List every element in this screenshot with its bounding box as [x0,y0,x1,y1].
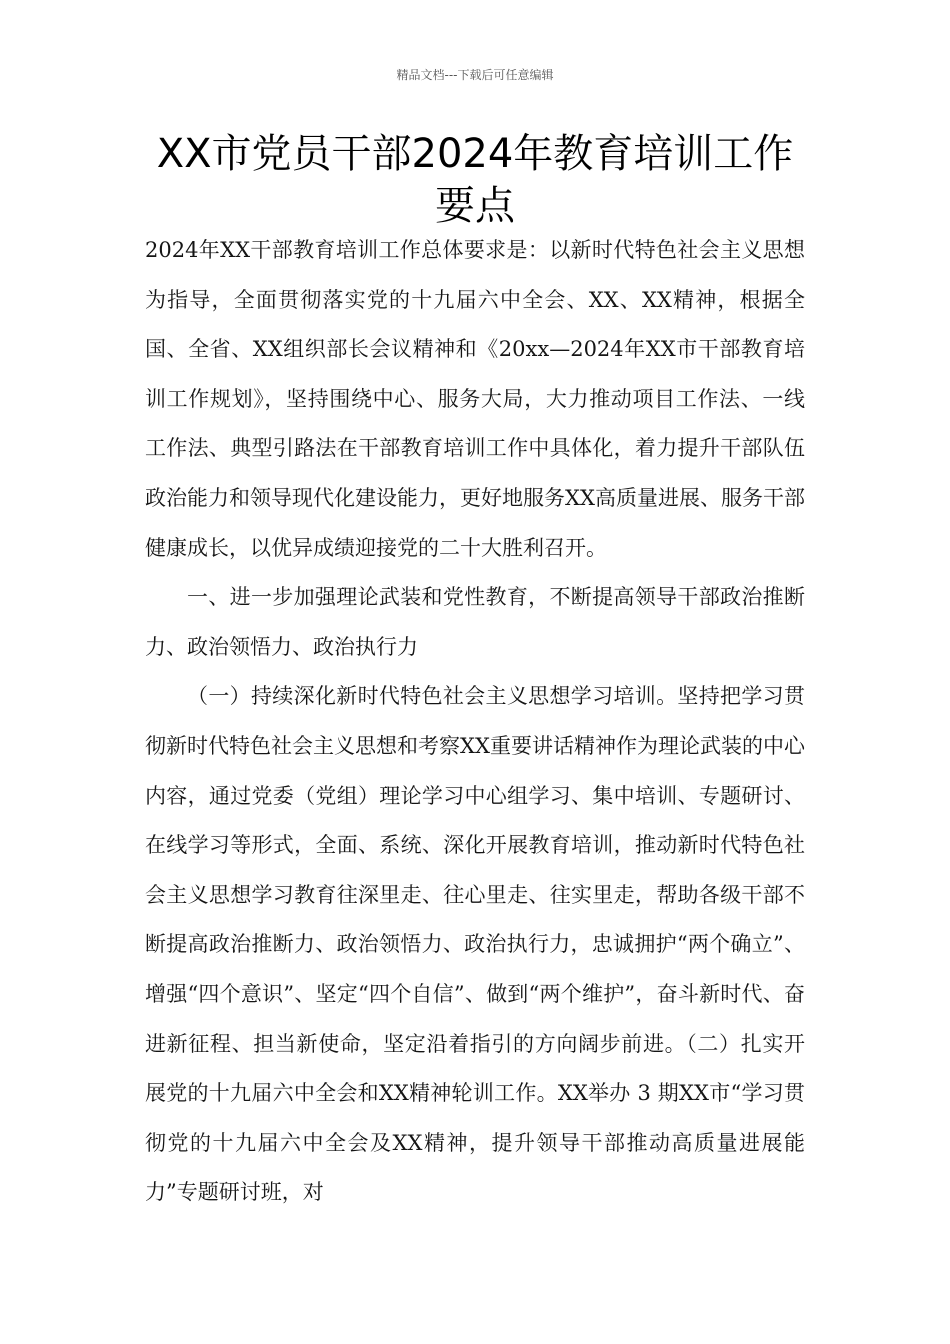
paragraph-section-1: （一）持续深化新时代特色社会主义思想学习培训。坚持把学习贯彻新时代特色社会主义思想和考察XX重要讲话精神作为理论武装的中心内容，通过党委（党组）理论学习中心组学习、集中培训、专题研讨、在线学习等形式，全面、系统、深化开展教育培训，推动新时代特色社会主义思想学习教育往深里走、往心里走、往实里走，帮助各级干部不断提高政治推断力、政治领悟力、政治执行力，忠诚拥护“两个确立”、增强“四个意识”、坚定“四个自信”、做到“两个维护”，奋斗新时代、奋进新征程、担当新使命，坚定沿着指引的方向阔步前进。（二）扎实开展党的十九届六中全会和XX精神轮训工作。XX举办 3 期XX市“学习贯彻党的十九届六中全会及XX精神，提升领导干部推动高质量进展能力”专题研讨班，对 [145,684,805,1205]
paragraph-intro: 2024年XX干部教育培训工作总体要求是：以新时代特色社会主义思想为指导，全面贯彻落实党的十九届六中全会、XX、XX精神，根据全国、全省、XX组织部长会议精神和《20xx—2024年XX市干部教育培训工作规划》，坚持围绕中心、服务大局，大力推动项目工作法、一线工作法、典型引路法在干部教育培训工作中具体化，着力提升干部队伍政治能力和领导现代化建设能力，更好地服务XX高质量进展、服务干部健康成长，以优异成绩迎接党的二十大胜利召开。 [145,238,805,560]
document-title: XX市党员干部2024年教育培训工作要点 [156,131,794,229]
page-header-note: 精品文档---下载后可任意编辑 [396,68,554,82]
document-body [145,226,805,1218]
section-heading-1: 一、进一步加强理论武装和党性教育，不断提高领导干部政治推断力、政治领悟力、政治执行力 [145,585,805,659]
